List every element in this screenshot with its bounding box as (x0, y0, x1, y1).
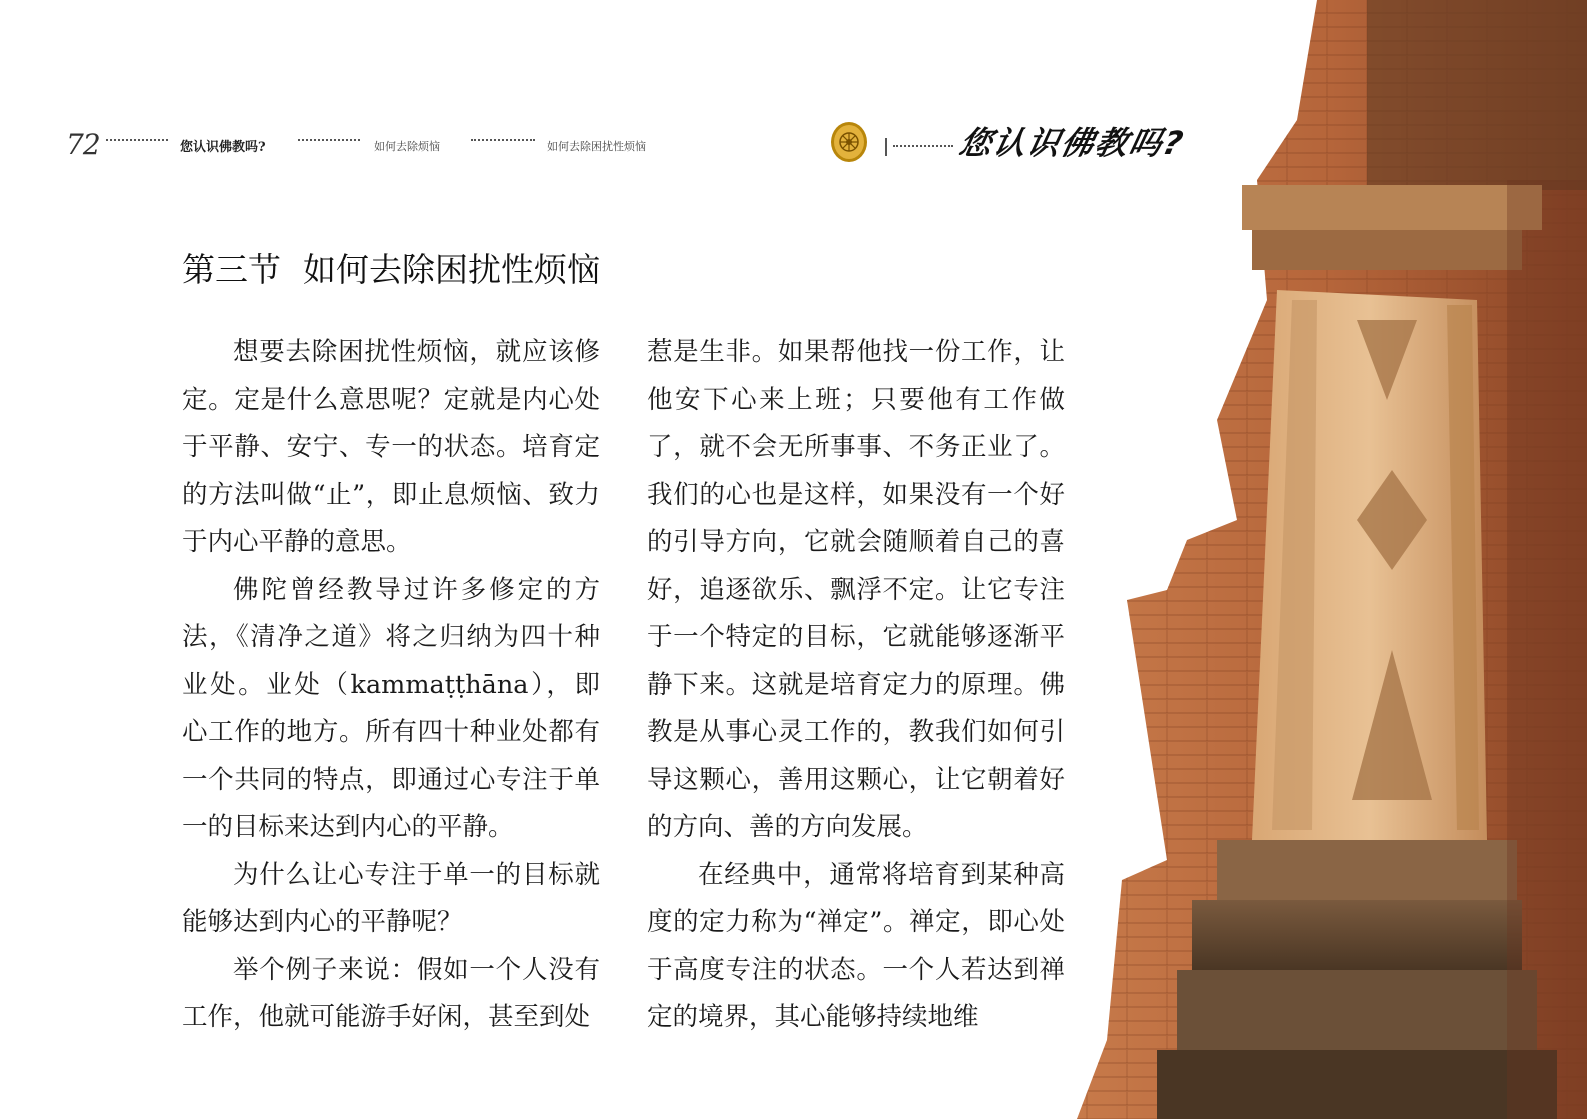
paragraph: 在经典中，通常将培育到某种高度的定力称为“禅定”。禅定，即心处于高度专注的状态。一个人若达到禅定的境界，其心能够持续地维 (647, 859, 1065, 1032)
breadcrumb-book: 您认识佛教吗? (180, 140, 266, 155)
leader-dots (298, 139, 360, 141)
header-separator (885, 138, 887, 156)
book-brand-title: 您认识佛教吗? (955, 124, 1189, 162)
paragraph: 为什么让心专注于单一的目标就能够达到内心的平静呢？ (182, 859, 600, 937)
paragraph: 举个例子来说：假如一个人没有工作，他就可能游手好闲，甚至到处 (182, 954, 600, 1032)
text-column-right (647, 329, 1065, 1042)
section-number: 第三节 (182, 250, 281, 289)
section-heading: 如何去除困扰性烦恼 (303, 250, 600, 289)
paragraph: 佛陀曾经教导过许多修定的方法，《清净之道》将之归纳为四十种业处。业处（kammaṭṭhāna），即心工作的地方。所有四十种业处都有一个共同的特点，即通过心专注于单一的目标来达到内心的平静。 (182, 574, 600, 842)
paragraph: 惹是生非。如果帮他找一份工作，让他安下心来上班；只要他有工作做了，就不会无所事事、不务正业了。我们的心也是这样，如果没有一个好的引导方向，它就会随顺着自己的喜好，追逐欲乐、飘浮不定。让它专注于一个特定的目标，它就能够逐渐平静下来。这就是培育定力的原理。佛教是从事心灵工作的，教我们如何引导这颗心，善用这颗心，让它朝着好的方向、善的方向发展。 (647, 337, 1065, 842)
page-number: 72 (66, 128, 100, 161)
temple-pillar-photo (1067, 0, 1587, 1119)
dharma-wheel-icon (829, 120, 869, 164)
breadcrumb-section: 如何去除困扰性烦恼 (547, 140, 646, 153)
leader-dots (106, 139, 168, 141)
leader-dots (471, 139, 535, 141)
breadcrumb-chapter: 如何去除烦恼 (374, 140, 440, 153)
leader-dots (893, 145, 953, 147)
section-title (182, 244, 600, 291)
paragraph: 想要去除困扰性烦恼，就应该修定。定是什么意思呢？定就是内心处于平静、安宁、专一的状态。培育定的方法叫做“止”，即止息烦恼、致力于内心平静的意思。 (182, 337, 600, 557)
text-column-left (182, 329, 600, 1042)
